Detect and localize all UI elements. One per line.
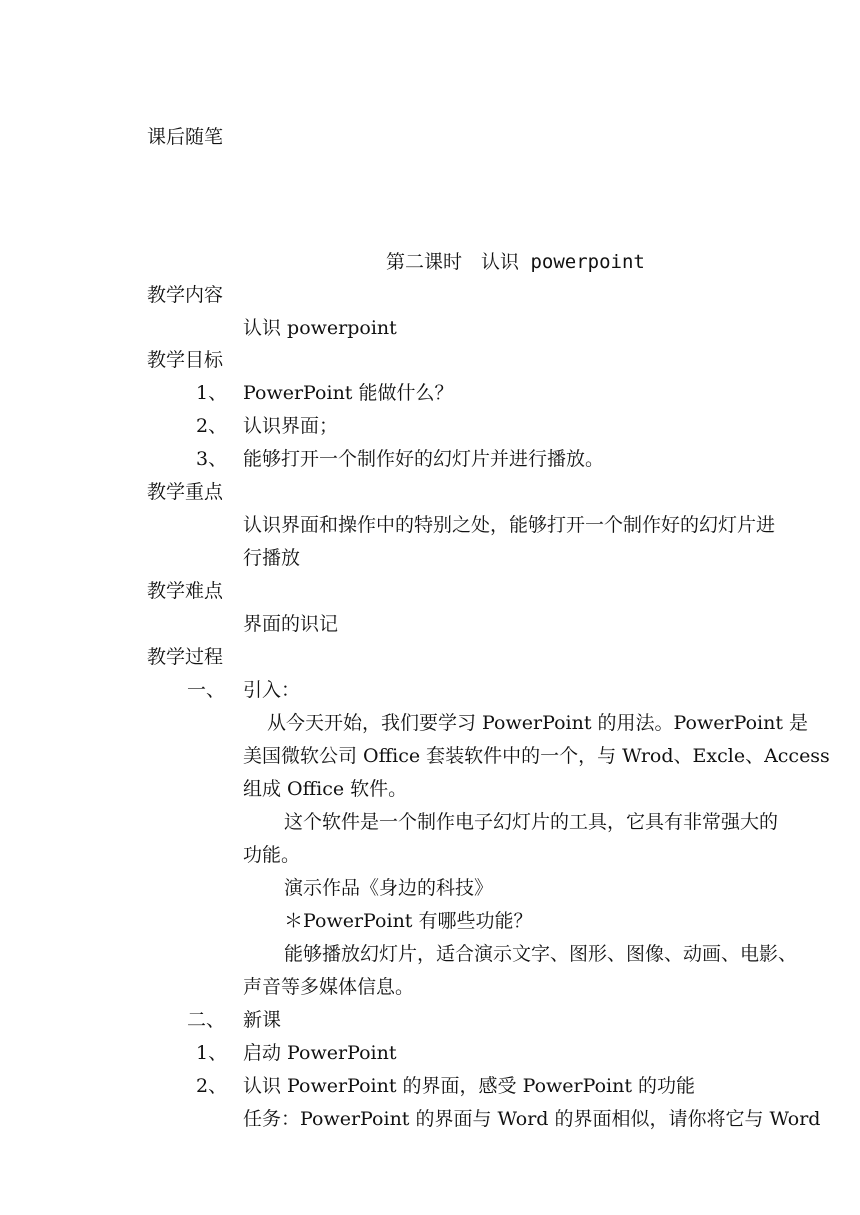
section-title: 引入：: [243, 679, 301, 701]
paragraph-line: 功能。: [243, 844, 301, 866]
section-title: 新课: [243, 1009, 282, 1031]
paragraph-line: 从今天开始，我们要学习 PowerPoint 的用法。PowerPoint 是: [267, 712, 809, 734]
goal-number: 2、: [196, 415, 228, 437]
lesson-title: 第二课时 认识 powerpoint: [386, 251, 645, 273]
teaching-goals-heading: 教学目标: [147, 349, 224, 371]
paragraph-line: 美国微软公司 Office 套装软件中的一个，与 Wrod、Excle、Access: [243, 745, 830, 767]
paragraph-line: ＊PowerPoint 有哪些功能？: [284, 910, 533, 932]
step-number: 2、: [196, 1075, 228, 1097]
section-number: 二、: [187, 1009, 226, 1031]
step-number: 1、: [196, 1042, 228, 1064]
difficulties-heading: 教学难点: [147, 580, 224, 602]
paragraph-line: 演示作品《身边的科技》: [284, 877, 494, 899]
goal-text: PowerPoint 能做什么？: [243, 382, 454, 404]
paragraph-line: 这个软件是一个制作电子幻灯片的工具，它具有非常强大的: [284, 811, 779, 833]
goal-number: 3、: [196, 448, 228, 470]
difficulties-text: 界面的识记: [243, 613, 339, 635]
after-class-notes-label: 课后随笔: [147, 126, 224, 148]
paragraph-line: 组成 Office 软件。: [243, 778, 408, 800]
paragraph-line: 能够播放幻灯片，适合演示文字、图形、图像、动画、电影、: [284, 943, 798, 965]
goal-text: 能够打开一个制作好的幻灯片并进行播放。: [243, 448, 605, 470]
task-text: 任务：PowerPoint 的界面与 Word 的界面相似，请你将它与 Word: [243, 1108, 821, 1130]
teaching-content-heading: 教学内容: [147, 284, 224, 306]
step-text: 认识 PowerPoint 的界面，感受 PowerPoint 的功能: [243, 1075, 696, 1097]
section-number: 一、: [187, 679, 226, 701]
teaching-content-text: 认识 powerpoint: [243, 317, 397, 339]
paragraph-line: 声音等多媒体信息。: [243, 976, 415, 998]
key-points-heading: 教学重点: [147, 481, 224, 503]
step-text: 启动 PowerPoint: [243, 1042, 397, 1064]
key-points-text-line: 认识界面和操作中的特别之处，能够打开一个制作好的幻灯片进: [243, 514, 776, 536]
goal-text: 认识界面；: [243, 415, 339, 437]
key-points-text-line: 行播放: [243, 547, 301, 569]
goal-number: 1、: [196, 382, 228, 404]
process-heading: 教学过程: [147, 646, 224, 668]
